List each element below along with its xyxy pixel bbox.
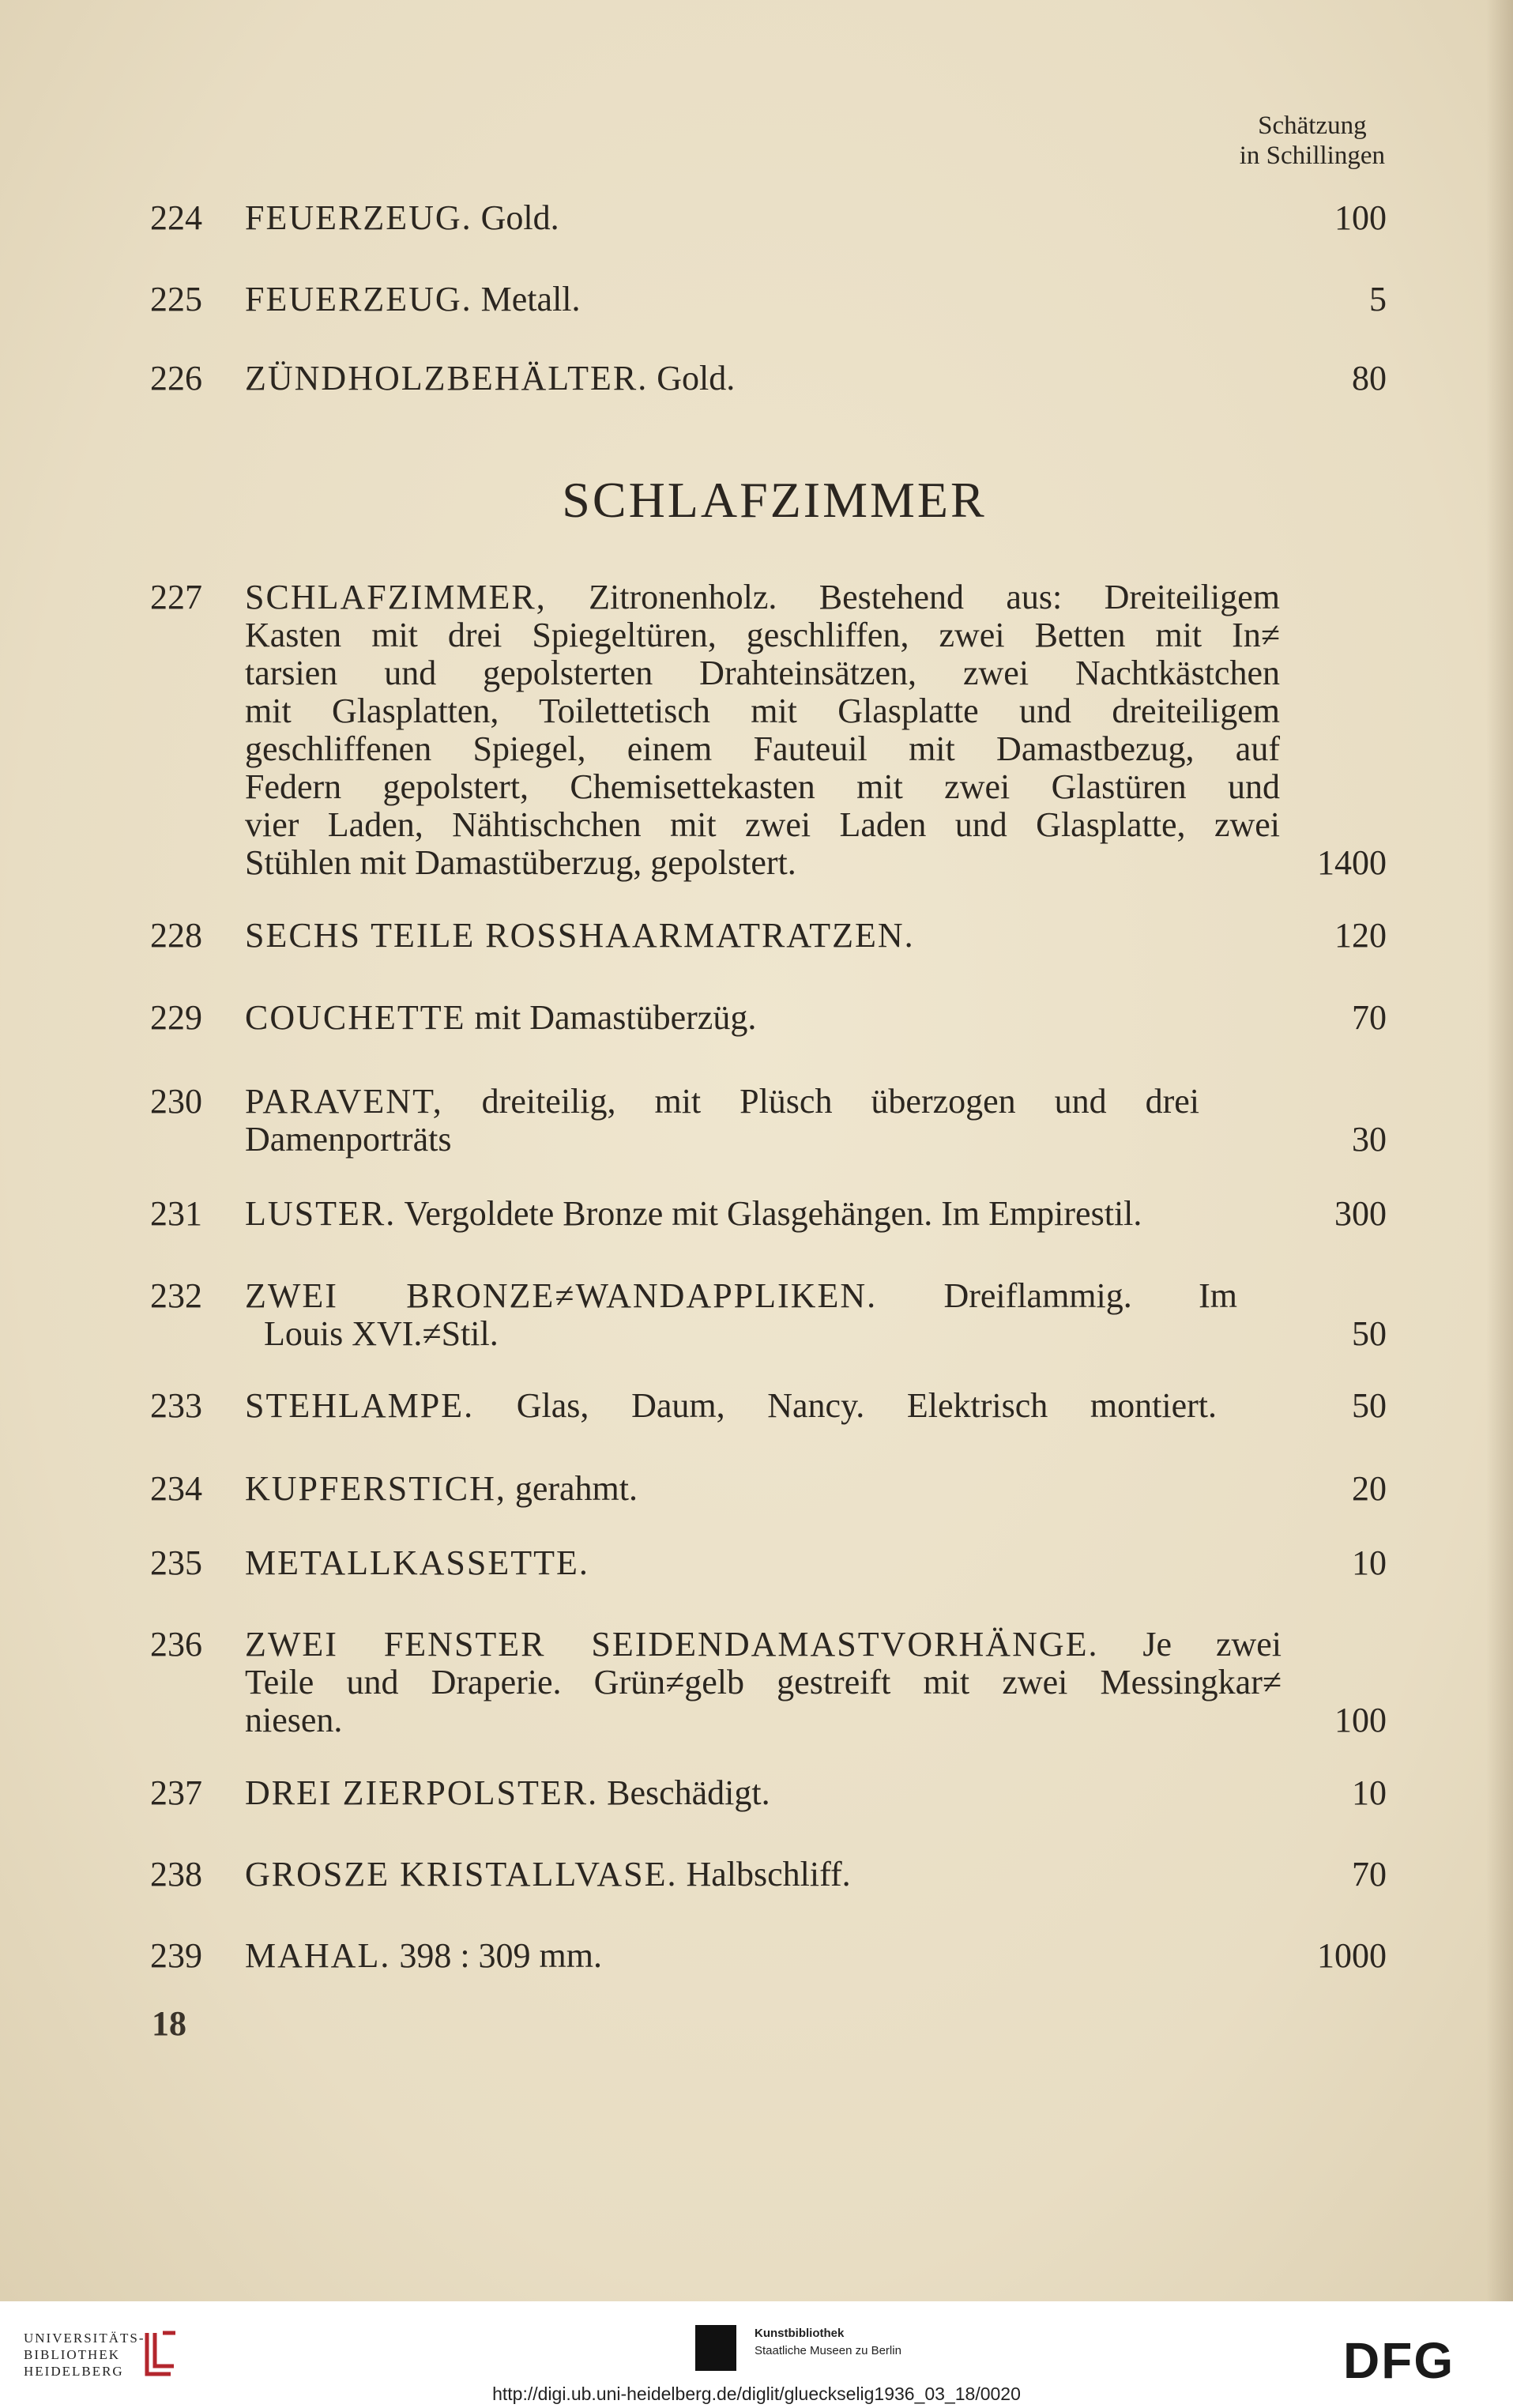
lot-title: STEHLAMPE. [245, 1386, 475, 1425]
lot-estimate: 30 [1352, 1120, 1387, 1159]
lot-description [245, 1195, 1280, 1233]
lot-number: 239 [150, 1936, 202, 1975]
lot-detail: Dreiflammig. Im [877, 1276, 1237, 1315]
kunstbibliothek-credit [755, 2325, 901, 2360]
lot-number: 234 [150, 1469, 202, 1508]
lot-number: 227 [150, 578, 202, 616]
lot-description [245, 1937, 1280, 1975]
lot-description [245, 1856, 1280, 1894]
lot-desc-line: vier Laden, Nähtischchen mit zwei Laden und Glasplatte, zwei [245, 805, 1280, 844]
lot-title: FEUERZEUG. [245, 280, 472, 318]
lot-estimate: 1000 [1317, 1936, 1387, 1975]
lot-desc-line [245, 1277, 1237, 1315]
lot-title: DREI ZIERPOLSTER. [245, 1773, 599, 1812]
lot-detail: gerahmt. [506, 1469, 638, 1508]
lot-number: 231 [150, 1194, 202, 1233]
lot-title: MAHAL. [245, 1936, 391, 1975]
lot-desc-line: Louis XVI.≠Stil. [264, 1314, 499, 1353]
lot-desc-line: niesen. [245, 1701, 343, 1739]
lot-desc-line: tarsien und gepolsterten Drahteinsätzen, zwei Nachtkästchen [245, 654, 1280, 692]
section-heading: SCHLAFZIMMER [562, 472, 987, 528]
kb-line1: Kunstbibliothek [755, 2327, 845, 2340]
lot-detail: 398 : 309 mm. [390, 1936, 603, 1975]
lot-estimate: 10 [1352, 1773, 1387, 1812]
ub-logo-line3: HEIDELBERG [24, 2364, 124, 2379]
lot-detail: Halbschliff. [677, 1855, 851, 1894]
lot-title: KUPFERSTICH, [245, 1469, 506, 1508]
dfg-logo[interactable]: DFG [1343, 2332, 1455, 2389]
lot-estimate: 300 [1334, 1194, 1387, 1233]
lot-detail: Gold. [472, 198, 559, 237]
lot-estimate: 100 [1334, 198, 1387, 237]
lot-desc-line: geschliffenen Spiegel, einem Fauteuil mit Damastbezug, auf [245, 729, 1280, 768]
lot-title: FEUERZEUG. [245, 198, 472, 237]
lot-desc-line [245, 578, 1280, 616]
lot-number: 225 [150, 280, 202, 318]
lot-title: SECHS TEILE ROSSHAARMATRATZEN. [245, 916, 915, 955]
lot-description [245, 1774, 1280, 1812]
lot-description [245, 1626, 1282, 1739]
lot-description [245, 1277, 1237, 1353]
lot-number: 229 [150, 998, 202, 1037]
lot-number: 236 [150, 1625, 202, 1664]
lot-description [245, 360, 1280, 398]
lot-description [245, 1470, 1280, 1508]
lot-title: GROSZE KRISTALLVASE. [245, 1855, 678, 1894]
lot-estimate: 70 [1352, 998, 1387, 1037]
lot-desc-line: Kasten mit drei Spiegeltüren, geschliffen, zwei Betten mit In≠ [245, 616, 1280, 654]
lot-detail: Zitronenholz. Bestehend aus: Dreiteiligem [546, 578, 1280, 616]
lot-number: 237 [150, 1773, 202, 1812]
column-header-line1: Schätzung [1258, 111, 1367, 140]
lot-detail: mit Damastüberzüg. [465, 998, 757, 1037]
lot-detail: Je zwei [1098, 1625, 1282, 1664]
permalink-url[interactable]: http://digi.ub.uni-heidelberg.de/diglit/glueckselig1936_03_18/0020 [492, 2384, 1021, 2404]
lot-number: 226 [150, 359, 202, 398]
lot-description [245, 917, 1280, 955]
lot-estimate: 70 [1352, 1855, 1387, 1894]
lot-estimate: 1400 [1317, 843, 1387, 882]
lot-estimate: 100 [1334, 1701, 1387, 1739]
lot-detail: Glas, Daum, Nancy. Elektrisch montiert. [474, 1386, 1217, 1425]
lot-estimate: 5 [1369, 280, 1387, 318]
lot-description [245, 999, 1280, 1037]
lot-title: ZWEI BRONZE≠WANDAPPLIKEN. [245, 1276, 878, 1315]
kb-line2: Staatliche Museen zu Berlin [755, 2344, 901, 2357]
lot-description [245, 281, 1280, 318]
lot-number: 228 [150, 916, 202, 955]
lot-desc-line [245, 1387, 1217, 1425]
lot-number: 224 [150, 198, 202, 237]
lot-number: 235 [150, 1543, 202, 1582]
lot-number: 232 [150, 1276, 202, 1315]
lot-desc-line [245, 1083, 1199, 1121]
ub-logo-line2: BIBLIOTHEK [24, 2347, 120, 2362]
lot-desc-line [245, 1626, 1282, 1664]
lot-detail: dreiteilig, mit Plüsch überzogen und drei [442, 1082, 1199, 1121]
page-number: 18 [152, 2004, 186, 2043]
lot-description [245, 578, 1280, 882]
page-edge-shadow [1486, 0, 1513, 2301]
lot-estimate: 20 [1352, 1469, 1387, 1508]
lot-detail: Beschädigt. [598, 1773, 770, 1812]
lot-estimate: 120 [1334, 916, 1387, 955]
lot-detail: Metall. [472, 280, 581, 318]
lot-title: METALLKASSETTE. [245, 1543, 589, 1582]
lot-estimate: 50 [1352, 1314, 1387, 1353]
lot-description [245, 199, 1280, 237]
ub-heidelberg-logo[interactable] [24, 2330, 145, 2380]
lot-estimate: 10 [1352, 1543, 1387, 1582]
ub-emblem-icon [139, 2328, 179, 2379]
lot-estimate: 50 [1352, 1386, 1387, 1425]
lot-desc-line: Stühlen mit Damastüberzug, gepolstert. [245, 843, 796, 882]
lot-number: 230 [150, 1082, 202, 1121]
lot-desc-line: mit Glasplatten, Toilettetisch mit Glasplatte und dreiteiligem [245, 691, 1280, 730]
estimate-column-header [1240, 111, 1385, 171]
lot-title: LUSTER. [245, 1194, 397, 1233]
column-header-line2: in Schillingen [1239, 141, 1385, 170]
lot-title: SCHLAFZIMMER, [245, 578, 547, 616]
kunstbibliothek-logo-icon[interactable] [695, 2325, 736, 2371]
lot-desc-line: Teile und Draperie. Grün≠gelb gestreift mit zwei Messingkar≠ [245, 1663, 1282, 1701]
lot-description [245, 1083, 1199, 1159]
lot-title: COUCHETTE [245, 998, 466, 1037]
lot-description [245, 1544, 1280, 1582]
lot-number: 233 [150, 1386, 202, 1425]
lot-desc-line: Federn gepolstert, Chemisettekasten mit zwei Glastüren und [245, 767, 1280, 806]
lot-title: ZWEI FENSTER SEIDENDAMASTVORHÄNGE. [245, 1625, 1099, 1664]
lot-estimate: 80 [1352, 359, 1387, 398]
lot-description [245, 1387, 1217, 1425]
lot-detail: Vergoldete Bronze mit Glasgehängen. Im Empirestil. [396, 1194, 1142, 1233]
lot-desc-line: Damenporträts [245, 1120, 452, 1159]
lot-title: ZÜNDHOLZBEHÄLTER. [245, 359, 649, 398]
lot-number: 238 [150, 1855, 202, 1894]
lot-title: PARAVENT, [245, 1082, 443, 1121]
ub-logo-line1: UNIVERSITÄTS- [24, 2331, 145, 2346]
viewer-footer [0, 2301, 1513, 2408]
lot-detail: Gold. [648, 359, 736, 398]
